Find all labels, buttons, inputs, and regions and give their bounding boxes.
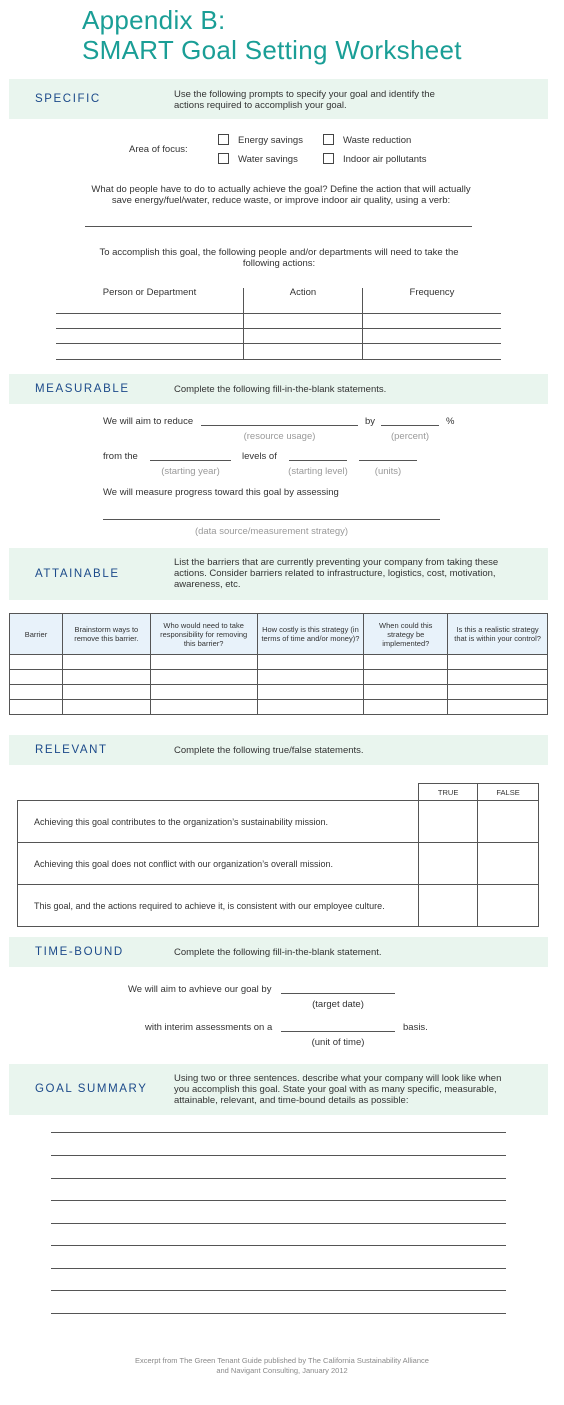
footer-line2: and Navigant Consulting, January 2012 <box>216 1366 348 1375</box>
summary-label: GOAL SUMMARY <box>35 1083 148 1095</box>
summary-line[interactable] <box>51 1155 506 1156</box>
summary-line[interactable] <box>51 1178 506 1179</box>
timebound-desc: Complete the following fill-in-the-blank statement. <box>174 947 382 958</box>
resource-usage-caption: (resource usage) <box>243 431 316 442</box>
true-cell[interactable] <box>419 801 478 843</box>
table-divider <box>362 288 363 360</box>
responsibility-col-header: Who would need to take responsibility for removing this barrier? <box>150 614 257 655</box>
table-cell[interactable] <box>364 700 448 715</box>
specific-label: SPECIFIC <box>35 93 101 105</box>
energy-savings-label: Energy savings <box>238 135 303 146</box>
summary-line[interactable] <box>51 1313 506 1314</box>
summary-line[interactable] <box>51 1245 506 1246</box>
table-row <box>18 885 539 927</box>
table-row-line[interactable] <box>56 313 501 314</box>
starting-level-line[interactable] <box>289 460 347 461</box>
units-line[interactable] <box>359 460 417 461</box>
resource-usage-line[interactable] <box>201 425 358 426</box>
table-cell[interactable] <box>150 670 257 685</box>
table-row[interactable] <box>10 655 548 670</box>
levels-of-text: levels of <box>242 451 277 462</box>
specific-question: What do people have to do to actually achieve the goal? Define the action that will actually save energy/fuel/water, reduce waste, or improve indoor air quality, using a verb: <box>91 184 471 206</box>
realistic-col-header: Is this a realistic strategy that is within your control? <box>448 614 548 655</box>
table-cell[interactable] <box>448 670 548 685</box>
attainable-desc: List the barriers that are currently preventing your company from taking these actions. Consider barriers related to infrastructure, logistics, cost, motivation, awareness, etc. <box>174 557 499 590</box>
table-cell[interactable] <box>62 670 150 685</box>
table-cell[interactable] <box>10 655 63 670</box>
false-col-header: FALSE <box>478 784 539 801</box>
table-cell[interactable] <box>10 670 63 685</box>
table-cell[interactable] <box>62 685 150 700</box>
table-cell[interactable] <box>364 655 448 670</box>
page-title-line1: Appendix B: <box>82 5 226 35</box>
table-row <box>18 843 539 885</box>
cost-col-header: How costly is this strategy (in terms of time and/or money)? <box>257 614 364 655</box>
false-cell[interactable] <box>478 843 539 885</box>
waste-reduction-label: Waste reduction <box>343 135 412 146</box>
summary-line[interactable] <box>51 1200 506 1201</box>
table-row <box>18 801 539 843</box>
brainstorm-col-header: Brainstorm ways to remove this barrier. <box>62 614 150 655</box>
table-cell[interactable] <box>364 685 448 700</box>
starting-year-caption: (starting year) <box>161 466 220 477</box>
target-date-caption: (target date) <box>312 999 364 1010</box>
timebound-label: TIME-BOUND <box>35 946 124 958</box>
data-source-line[interactable] <box>103 519 440 520</box>
table-cell[interactable] <box>257 670 364 685</box>
indoor-air-checkbox[interactable] <box>323 153 334 164</box>
summary-line[interactable] <box>51 1223 506 1224</box>
table-cell[interactable] <box>257 700 364 715</box>
true-col-header: TRUE <box>419 784 478 801</box>
true-false-header <box>18 784 539 801</box>
starting-year-line[interactable] <box>150 460 231 461</box>
units-caption: (units) <box>374 466 402 477</box>
percent-line[interactable] <box>381 425 439 426</box>
table-cell[interactable] <box>448 655 548 670</box>
table-cell[interactable] <box>150 655 257 670</box>
when-col-header: When could this strategy be implemented? <box>364 614 448 655</box>
unit-of-time-caption: (unit of time) <box>311 1037 365 1048</box>
starting-level-caption: (starting level) <box>288 466 348 477</box>
col-frequency: Frequency <box>409 287 455 298</box>
accomplish-text: To accomplish this goal, the following people and/or departments will need to take the following actions: <box>99 247 459 269</box>
blank-header-cell <box>18 784 419 801</box>
table-cell[interactable] <box>364 670 448 685</box>
by-text: by <box>365 416 376 427</box>
target-date-line[interactable] <box>281 993 395 994</box>
table-cell[interactable] <box>150 685 257 700</box>
false-cell[interactable] <box>478 885 539 927</box>
area-of-focus-label: Area of focus: <box>129 144 188 155</box>
summary-line[interactable] <box>51 1132 506 1133</box>
table-cell[interactable] <box>10 685 63 700</box>
from-the-text: from the <box>103 451 138 462</box>
table-cell[interactable] <box>257 655 364 670</box>
table-cell[interactable] <box>448 685 548 700</box>
table-row[interactable] <box>10 700 548 715</box>
table-divider <box>243 288 244 360</box>
table-cell[interactable] <box>150 700 257 715</box>
false-cell[interactable] <box>478 801 539 843</box>
relevant-label: RELEVANT <box>35 744 108 756</box>
relevant-statement-2: Achieving this goal does not conflict with our organization’s overall mission. <box>18 843 419 885</box>
measure-progress-text: We will measure progress toward this goal by assessing <box>103 487 339 498</box>
percent-caption: (percent) <box>390 431 429 442</box>
table-cell[interactable] <box>257 685 364 700</box>
barrier-table-header <box>10 614 548 655</box>
water-savings-checkbox[interactable] <box>218 153 229 164</box>
true-cell[interactable] <box>419 843 478 885</box>
relevant-statement-1: Achieving this goal contributes to the organization’s sustainability mission. <box>18 801 419 843</box>
table-row[interactable] <box>10 685 548 700</box>
summary-line[interactable] <box>51 1290 506 1291</box>
measurable-desc: Complete the following fill-in-the-blank statements. <box>174 384 387 395</box>
indoor-air-label: Indoor air pollutants <box>343 154 427 165</box>
attainable-label: ATTAINABLE <box>35 568 120 580</box>
table-cell[interactable] <box>10 700 63 715</box>
basis-text: basis. <box>403 1022 428 1033</box>
table-cell[interactable] <box>62 700 150 715</box>
table-row-line[interactable] <box>56 328 501 329</box>
true-false-table <box>17 783 539 927</box>
barrier-col-header: Barrier <box>10 614 63 655</box>
barrier-table <box>9 613 548 715</box>
unit-of-time-line[interactable] <box>281 1031 395 1032</box>
summary-line[interactable] <box>51 1268 506 1269</box>
water-savings-label: Water savings <box>238 154 298 165</box>
col-person: Person or Department <box>102 287 197 298</box>
aim-reduce-text: We will aim to reduce <box>103 416 194 427</box>
aim-achieve-text: We will aim to avhieve our goal by <box>128 984 272 995</box>
table-row[interactable] <box>10 670 548 685</box>
percent-sign: % <box>446 416 455 427</box>
table-cell[interactable] <box>62 655 150 670</box>
page-title-line2: SMART Goal Setting Worksheet <box>82 35 462 65</box>
footer-line1: Excerpt from The Green Tenant Guide published by The California Sustainability Alliance <box>135 1356 429 1365</box>
relevant-statement-3: This goal, and the actions required to achieve it, is consistent with our employee culture. <box>18 885 419 927</box>
true-cell[interactable] <box>419 885 478 927</box>
table-row-line[interactable] <box>56 343 501 344</box>
specific-action-line[interactable] <box>85 226 472 227</box>
summary-desc: Using two or three sentences. describe what your company will look like when you accomplish this goal. State your goal with as many specific, measurable, attainable, relevant, and time-bound details as possible: <box>174 1073 502 1106</box>
interim-text: with interim assessments on a <box>145 1022 273 1033</box>
table-row-line[interactable] <box>56 359 501 360</box>
waste-reduction-checkbox[interactable] <box>323 134 334 145</box>
col-action: Action <box>289 287 317 298</box>
energy-savings-checkbox[interactable] <box>218 134 229 145</box>
relevant-desc: Complete the following true/false statements. <box>174 745 364 756</box>
specific-desc: Use the following prompts to specify your goal and identify the actions required to accomplish your goal. <box>174 89 435 111</box>
table-cell[interactable] <box>448 700 548 715</box>
measurable-label: MEASURABLE <box>35 383 130 395</box>
data-source-caption: (data source/measurement strategy) <box>194 526 349 537</box>
